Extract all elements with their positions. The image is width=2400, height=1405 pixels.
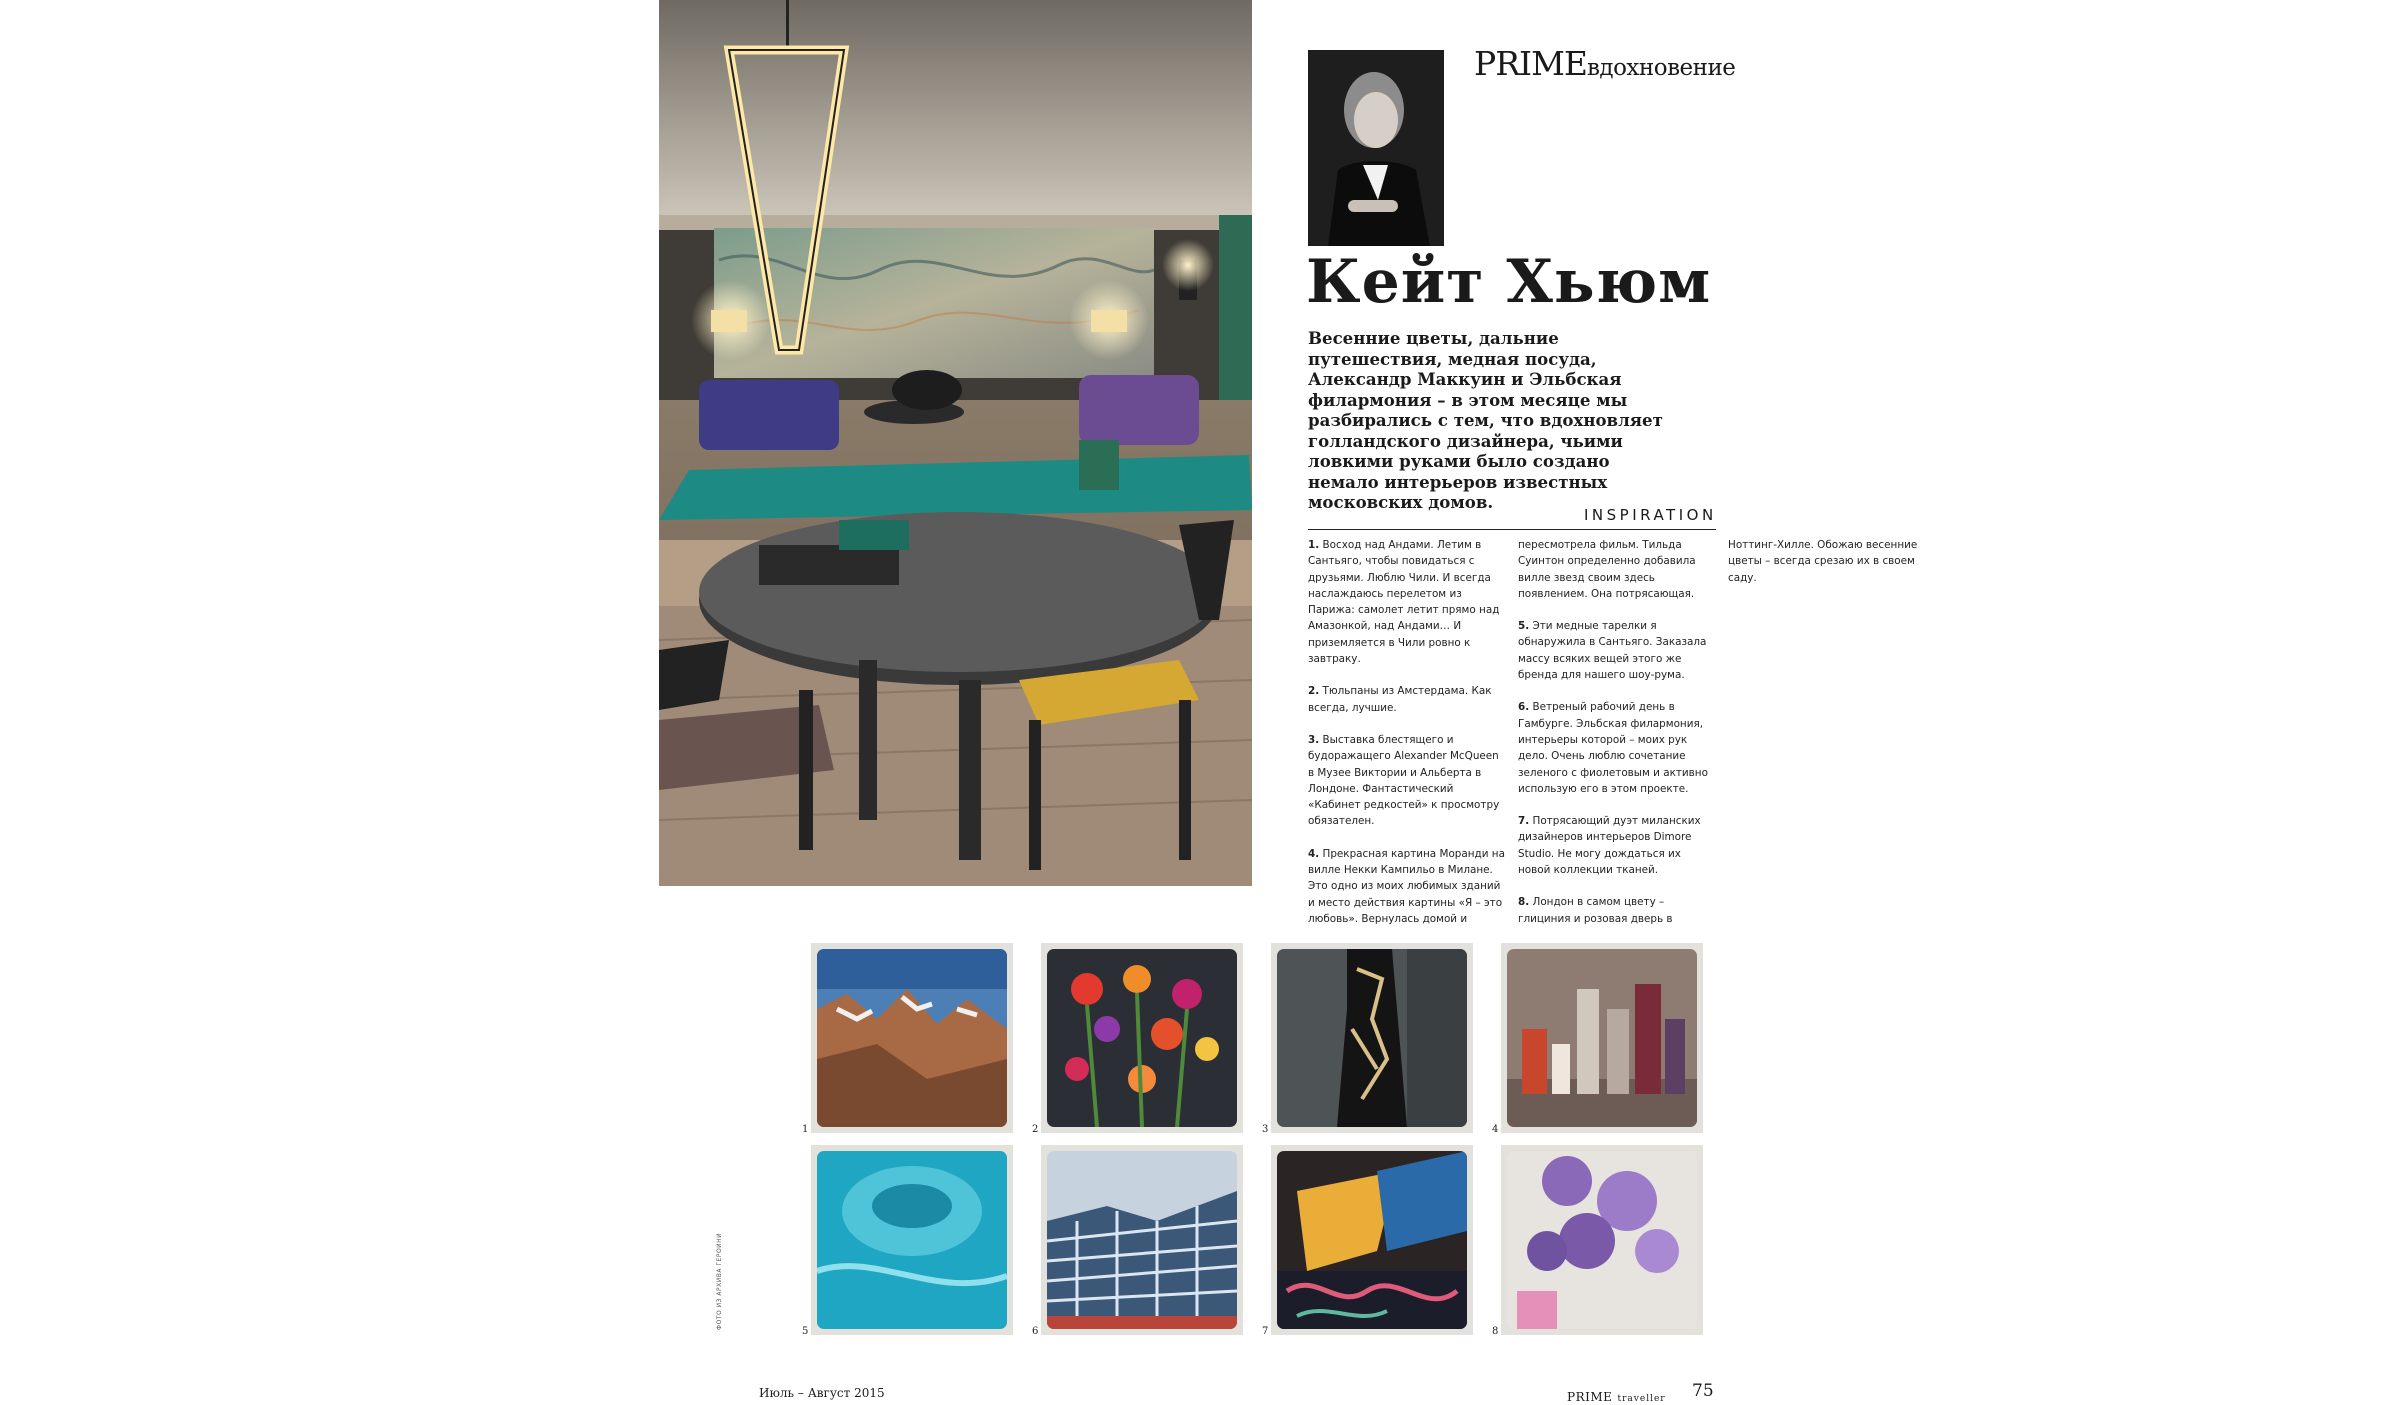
gallery-number-5: 5	[802, 1326, 809, 1337]
gallery-photo-tulips	[1041, 943, 1243, 1133]
designer-portrait-photo	[1308, 50, 1444, 246]
issue-date: Июль – Август 2015	[759, 1386, 885, 1400]
gallery-photo-copper-plates	[811, 1145, 1013, 1335]
gallery-photo-morandi	[1501, 943, 1703, 1133]
hero-interior-photo	[659, 0, 1252, 886]
gallery-number-4: 4	[1492, 1124, 1499, 1135]
gallery-photo-dimore-studio	[1271, 1145, 1473, 1335]
gallery-number-3: 3	[1262, 1124, 1269, 1135]
gallery-photo-mcqueen	[1271, 943, 1473, 1133]
section-masthead	[1474, 44, 1735, 83]
inspiration-item-2: 2. Тюльпаны из Амстердама. Как всегда, лучшие.	[1308, 685, 1492, 714]
masthead-section: вдохновение	[1586, 55, 1736, 81]
inspiration-list	[1308, 537, 1918, 932]
gallery-photo-andes	[811, 943, 1013, 1133]
gallery-photo-elbphilharmonie	[1041, 1145, 1243, 1335]
gallery-photo-wisteria	[1501, 1145, 1703, 1335]
photo-credit: ФОТО ИЗ АРХИВА ГЕРОИНИ	[716, 1232, 723, 1330]
footer-brand-name: PRIME	[1567, 1390, 1613, 1404]
footer-brand	[1567, 1386, 1666, 1405]
article-lede: Весенние цветы, дальние путешествия, медная посуда, Александр Маккуин и Эльбская филармония – в этом месяце мы разбирались с тем, что вдохновляет голландского дизайнера, чьими ловкими руками было создано немало интерьеров известных московских домов.	[1308, 328, 1663, 512]
gallery-number-8: 8	[1492, 1326, 1499, 1337]
footer-brand-suffix: traveller	[1617, 1394, 1666, 1404]
inspiration-item-5: 5. Эти медные тарелки я обнаружила в Сантьяго. Заказала массу всяких вещей этого же бренда для нашего шоу-рума.	[1518, 620, 1707, 682]
inspiration-item-4: 4. Прекрасная картина Моранди на вилле Некки Кампильо в Милане. Это одно из моих любимых зданий и место действия картины «Я – это любовь». Вернулась домой и пересмотрела фильм. Тильда Суинтон определенно добавила вилле звезд своим здесь появлением. Она потрясающая.	[1308, 539, 1696, 925]
masthead-brand: PRIME	[1474, 44, 1587, 83]
inspiration-item-3: 3. Выставка блестящего и будоражащего Alexander McQueen в Музее Виктории и Альберта в Лондоне. Фантастический «Кабинет редкостей» к просмотру обязателен.	[1308, 733, 1500, 828]
inspiration-item-8: 8. Лондон в самом цвету – глициния и розовая дверь в Ноттинг-Хилле. Обожаю весенние цветы – всегда срезаю их в своем саду.	[1518, 539, 1918, 925]
gallery-number-1: 1	[802, 1124, 809, 1135]
inspiration-item-1: 1. Восход над Андами. Летим в Сантьяго, чтобы повидаться с друзьями. Люблю Чили. И всегда наслаждаюсь перелетом из Парижа: самолет летит прямо над Амазонкой, над Андами… И приземляется в Чили ровно к завтраку.	[1308, 539, 1500, 666]
inspiration-item-6: 6. Ветреный рабочий день в Гамбурге. Эльбская филармония, интерьеры которой – моих рук дело. Очень люблю сочетание зеленого с фиолетовым и активно использую его в этом проекте.	[1518, 701, 1708, 795]
gallery-number-7: 7	[1262, 1326, 1269, 1337]
inspiration-rule	[1308, 529, 1716, 530]
inspiration-heading: INSPIRATION	[1584, 506, 1717, 524]
page-number: 75	[1692, 1381, 1714, 1401]
inspiration-item-7: 7. Потрясающий дуэт миланских дизайнеров интерьеров Dimore Studio. Не могу дождаться их новой коллекции тканей.	[1518, 815, 1701, 877]
gallery-number-2: 2	[1032, 1124, 1039, 1135]
article-title: Кейт Хьюм	[1306, 247, 1712, 317]
gallery-number-6: 6	[1032, 1326, 1039, 1337]
